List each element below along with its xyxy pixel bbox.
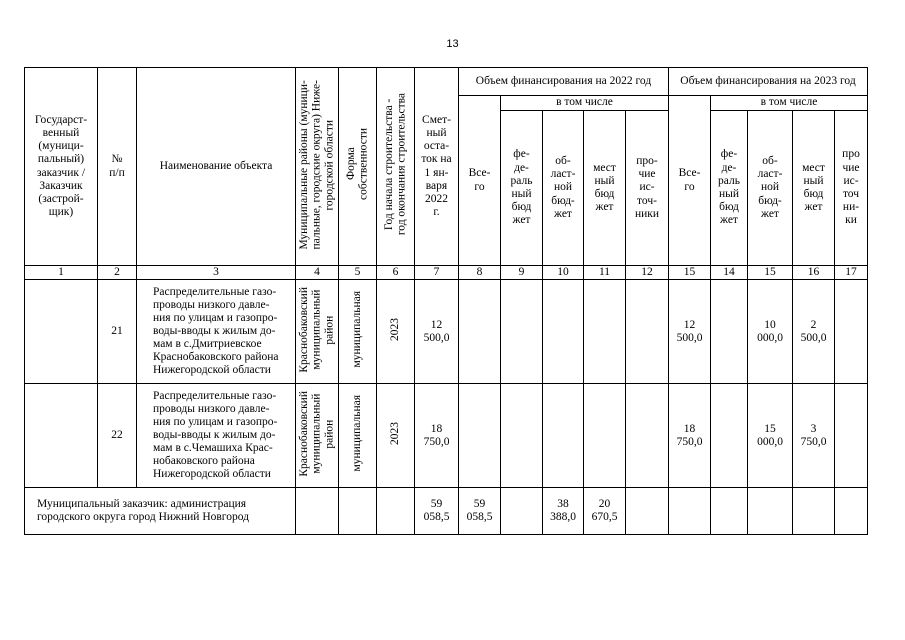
column-number: 9 bbox=[501, 266, 543, 280]
footer-empty bbox=[377, 488, 415, 535]
header-index: № п/п bbox=[98, 68, 137, 266]
header-funding-2022: Объем финансирования на 2022 год bbox=[459, 68, 669, 96]
cell-index: 21 bbox=[98, 280, 137, 384]
cell-object: Распределительные газо- проводы низкого давле- ния по улицам и газопро- воды-вводы к жилым до- мам в с.Чемашиха Крас- нобаковского района Нижегородской области bbox=[137, 384, 296, 488]
cell-local-2023: 2 500,0 bbox=[793, 280, 835, 384]
footer-other-2022 bbox=[626, 488, 669, 535]
financing-table bbox=[24, 67, 868, 535]
cell-years: 2023 bbox=[377, 384, 415, 488]
column-number: 6 bbox=[377, 266, 415, 280]
cell-district: Краснобаковский муниципальный район bbox=[296, 384, 339, 488]
column-number: 10 bbox=[543, 266, 584, 280]
column-numbers-row bbox=[25, 266, 868, 280]
header-including-2022: в том числе bbox=[501, 96, 669, 111]
cell-local-2023: 3 750,0 bbox=[793, 384, 835, 488]
cell-customer bbox=[25, 384, 98, 488]
cell-total-2023: 12 500,0 bbox=[669, 280, 711, 384]
cell-other-2022 bbox=[626, 384, 669, 488]
cell-local-2022 bbox=[584, 280, 626, 384]
header-regional-2022: об- ласт- ной бюд- жет bbox=[543, 111, 584, 266]
footer-regional-2023 bbox=[748, 488, 793, 535]
header-local-2022: мест ный бюд жет bbox=[584, 111, 626, 266]
header-including-2023: в том числе bbox=[711, 96, 868, 111]
cell-regional-2023: 15 000,0 bbox=[748, 384, 793, 488]
header-municipal-district: Муниципальные районы (муници- пальные, городские округа) Ниже- городской области bbox=[296, 68, 339, 266]
header-total-2022: Все- го bbox=[459, 96, 501, 266]
footer-estimate: 59 058,5 bbox=[415, 488, 459, 535]
column-number: 2 bbox=[98, 266, 137, 280]
cell-regional-2022 bbox=[543, 384, 584, 488]
column-number: 14 bbox=[711, 266, 748, 280]
footer-empty bbox=[339, 488, 377, 535]
cell-estimate: 12 500,0 bbox=[415, 280, 459, 384]
column-number: 1 bbox=[25, 266, 98, 280]
cell-local-2022 bbox=[584, 384, 626, 488]
header-regional-2023: об- ласт- ной бюд- жет bbox=[748, 111, 793, 266]
header-federal-2022: фе- де- раль ный бюд жет bbox=[501, 111, 543, 266]
column-number: 8 bbox=[459, 266, 501, 280]
column-number: 15 bbox=[748, 266, 793, 280]
header-federal-2023: фе- де- раль ный бюд жет bbox=[711, 111, 748, 266]
cell-other-2023 bbox=[835, 280, 868, 384]
cell-other-2022 bbox=[626, 280, 669, 384]
column-number: 16 bbox=[793, 266, 835, 280]
cell-estimate: 18 750,0 bbox=[415, 384, 459, 488]
footer-total-2023 bbox=[669, 488, 711, 535]
cell-ownership: муниципальная bbox=[339, 280, 377, 384]
table-row bbox=[25, 384, 868, 488]
cell-customer bbox=[25, 280, 98, 384]
cell-regional-2023: 10 000,0 bbox=[748, 280, 793, 384]
column-number: 7 bbox=[415, 266, 459, 280]
footer-regional-2022: 38 388,0 bbox=[543, 488, 584, 535]
column-number: 11 bbox=[584, 266, 626, 280]
cell-federal-2022 bbox=[501, 384, 543, 488]
cell-federal-2023 bbox=[711, 384, 748, 488]
table-row bbox=[25, 280, 868, 384]
cell-district: Краснобаковский муниципальный район bbox=[296, 280, 339, 384]
column-number: 12 bbox=[626, 266, 669, 280]
header-other-2023: про чие ис- точ ни- ки bbox=[835, 111, 868, 266]
cell-index: 22 bbox=[98, 384, 137, 488]
header-row-1 bbox=[25, 68, 868, 96]
header-estimate-balance: Смет- ный оста- ток на 1 ян- варя 2022 г. bbox=[415, 68, 459, 266]
header-years: Год начала строительства - год окончания строительства bbox=[377, 68, 415, 266]
footer-empty bbox=[296, 488, 339, 535]
column-number: 3 bbox=[137, 266, 296, 280]
page-number: 13 bbox=[446, 38, 459, 50]
header-ownership: Форма собственности bbox=[339, 68, 377, 266]
footer-local-2022: 20 670,5 bbox=[584, 488, 626, 535]
cell-total-2022 bbox=[459, 384, 501, 488]
header-local-2023: мест ный бюд жет bbox=[793, 111, 835, 266]
footer-other-2023 bbox=[835, 488, 868, 535]
footer-federal-2023 bbox=[711, 488, 748, 535]
column-number: 5 bbox=[339, 266, 377, 280]
column-number: 4 bbox=[296, 266, 339, 280]
cell-total-2022 bbox=[459, 280, 501, 384]
cell-object: Распределительные газо- проводы низкого давле- ния по улицам и газопро- воды-вводы к жилым до- мам в с.Дмитриевское Краснобаковского района Нижегородской области bbox=[137, 280, 296, 384]
cell-ownership: муниципальная bbox=[339, 384, 377, 488]
cell-total-2023: 18 750,0 bbox=[669, 384, 711, 488]
header-total-2023: Все- го bbox=[669, 96, 711, 266]
footer-row bbox=[25, 488, 868, 535]
column-number: 17 bbox=[835, 266, 868, 280]
cell-federal-2022 bbox=[501, 280, 543, 384]
footer-local-2023 bbox=[793, 488, 835, 535]
cell-regional-2022 bbox=[543, 280, 584, 384]
header-other-2022: про- чие ис- точ- ники bbox=[626, 111, 669, 266]
cell-other-2023 bbox=[835, 384, 868, 488]
footer-customer-label: Муниципальный заказчик: администрация городского округа город Нижний Новгород bbox=[25, 488, 296, 535]
cell-federal-2023 bbox=[711, 280, 748, 384]
header-funding-2023: Объем финансирования на 2023 год bbox=[669, 68, 868, 96]
header-object-name: Наименование объекта bbox=[137, 68, 296, 266]
footer-total-2022: 59 058,5 bbox=[459, 488, 501, 535]
header-customer: Государст- венный (муници- пальный) заказчик / Заказчик (застрой- щик) bbox=[25, 68, 98, 266]
column-number: 15 bbox=[669, 266, 711, 280]
cell-years: 2023 bbox=[377, 280, 415, 384]
footer-federal-2022 bbox=[501, 488, 543, 535]
